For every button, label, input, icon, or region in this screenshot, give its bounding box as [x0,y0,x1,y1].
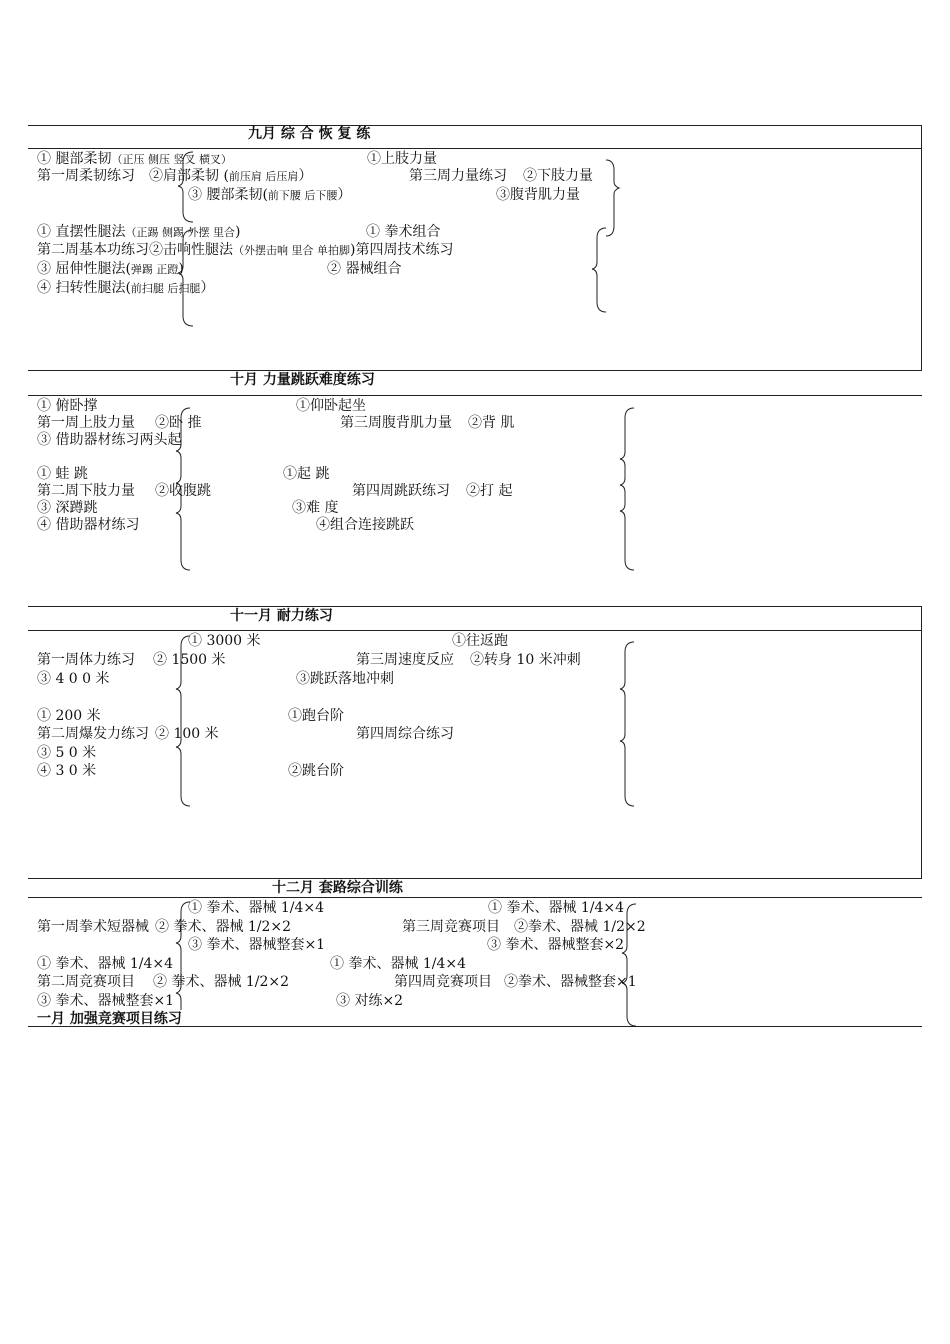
plan-line: 第三周力量练习 ②下肢力量 [409,168,593,184]
brace [620,642,634,806]
plan-line: 第二周下肢力量 ②收腹跳 [37,483,211,499]
plan-line: ① 腿部柔韧（正压 侧压 竖叉 横叉） [37,151,232,167]
plan-line: 第一周柔韧练习 ②肩部柔韧 (前压肩 后压肩） [37,168,313,184]
plan-line: 第三周竞赛项目 ②拳术、器械 1/2×2 [402,919,646,935]
plan-line: ① 拳术、器械 1/4×4 [37,956,174,972]
plan-line: ③ 拳术、器械整套×1 [37,993,175,1009]
plan-line: ② 器械组合 [327,261,402,277]
plan-line: ③ 借助器材练习两头起 [37,432,182,448]
plan-line: 第二周竞赛项目 ② 拳术、器械 1/2×2 [37,974,290,990]
section-title-september: 九月 综 合 恢 复 练 [248,126,371,142]
plan-line: 第四周综合练习 [356,726,454,742]
plan-line: ① 3000 米 [188,633,261,649]
plan-line: ④组合连接跳跃 [316,517,414,533]
plan-line: ②跳台阶 [288,763,344,779]
plan-line: 第一周体力练习 ② 1500 米 [37,652,226,668]
section-title-november: 十一月 耐力练习 [230,608,333,624]
plan-line: 第三周速度反应 ②转身 10 米冲刺 [356,652,581,668]
plan-line: ① 蛙 跳 [37,466,88,482]
plan-line: 第一周上肢力量 ②卧 推 [37,415,202,431]
plan-line: ① 拳术、器械 1/4×4 [188,900,325,916]
plan-line: 第四周竞赛项目 ②拳术、器械整套×1 [394,974,637,990]
plan-line: ④ 扫转性腿法(前扫腿 后扫腿） [37,280,215,296]
plan-line: ③ 腰部柔韧(前下腰 后下腰） [188,187,352,203]
plan-line: 第一周拳术短器械 ② 拳术、器械 1/2×2 [37,919,292,935]
section-title-december: 十二月 套路综合训练 [272,880,403,896]
plan-line: ③ 拳术、器械整套×1 [188,937,326,953]
plan-line: ③ 4 0 0 米 [37,671,110,687]
plan-line: ③难 度 [292,500,339,516]
plan-line: 第二周基本功练习②击响性腿法（外摆击响 里合 单拍脚)第四周技术练习 [37,242,454,258]
plan-line: ③ 拳术、器械整套×2 [487,937,625,953]
plan-line: ①仰卧起坐 [296,398,366,414]
plan-line: ④ 借助器材练习 [37,517,140,533]
plan-line: ③ 深蹲跳 [37,500,98,516]
section-title-october: 十月 力量跳跃难度练习 [230,372,375,388]
brace [606,160,619,236]
plan-line: ① 拳术、器械 1/4×4 [488,900,625,916]
plan-line: ① 拳术、器械 1/4×4 [330,956,467,972]
plan-line: ③ 5 0 米 [37,745,97,761]
plan-line: ③腹背肌力量 [496,187,580,203]
plan-line: 第三周腹背肌力量 ②背 肌 [340,415,515,431]
plan-line: ①上肢力量 [367,151,437,167]
plan-line: ③跳跃落地冲刺 [296,671,394,687]
plan-line: ① 俯卧撑 [37,398,98,414]
section-title-january: 一月 加强竞赛项目练习 [37,1011,182,1027]
plan-line: ① 200 米 [37,708,101,724]
plan-line: ① 拳术组合 [366,224,441,240]
plan-line: ④ 3 0 米 [37,763,97,779]
plan-line: ① 直摆性腿法（正踢 侧踢 外摆 里合) [37,224,241,240]
brace [620,408,634,570]
plan-line: 第二周爆发力练习 ② 100 米 [37,726,219,742]
plan-line: ①往返跑 [452,633,508,649]
brace [592,228,606,312]
plan-line: ①起 跳 [283,466,330,482]
plan-line: ③ 对练×2 [336,993,404,1009]
plan-line: 第四周跳跃练习 ②打 起 [352,483,513,499]
plan-line: ①跑台阶 [288,708,344,724]
plan-line: ③ 屈伸性腿法(弹踢 正蹬) [37,261,184,277]
